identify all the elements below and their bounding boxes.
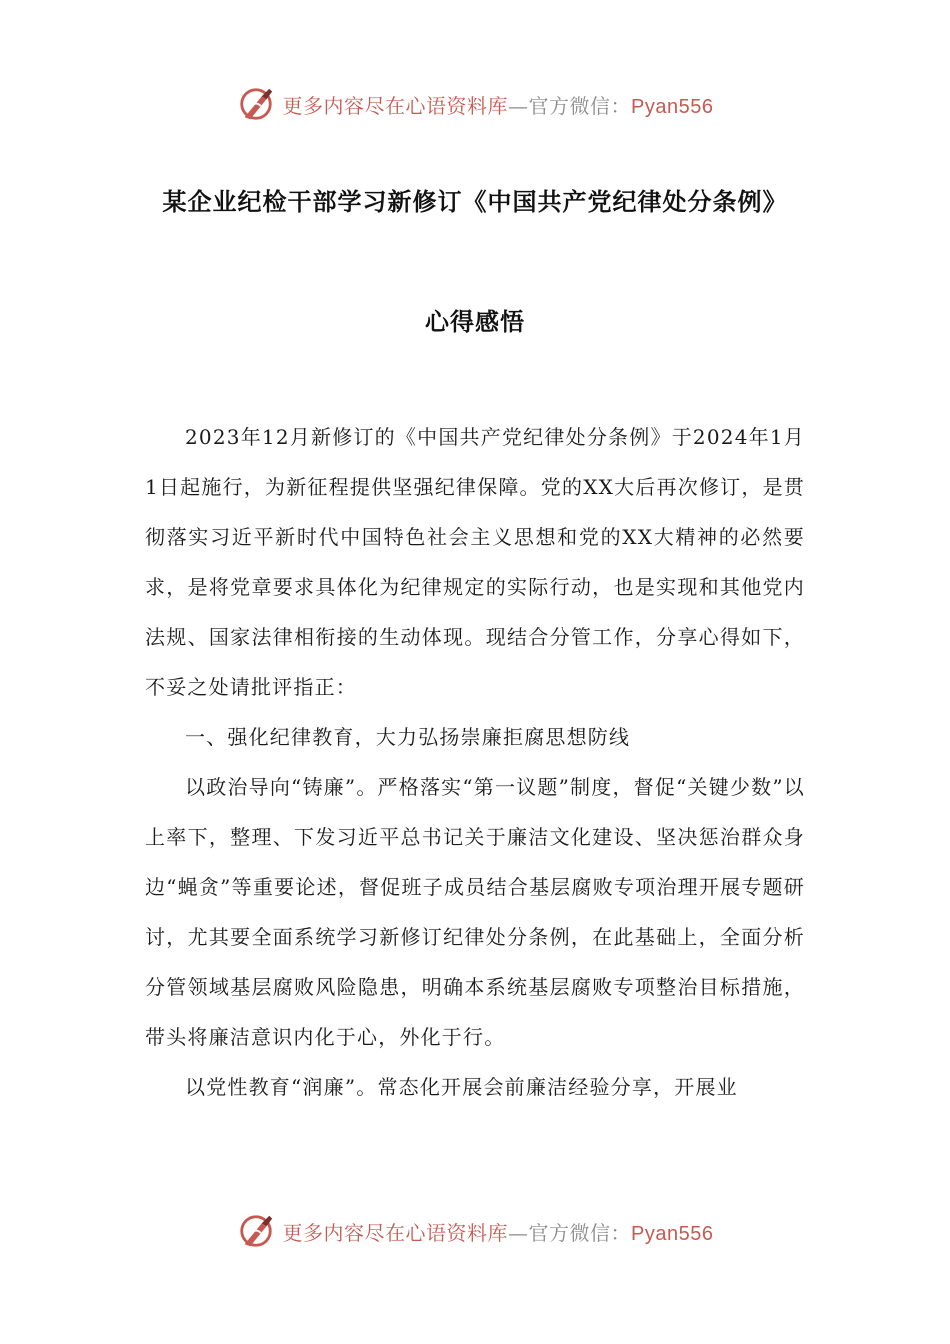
header-site-text: 更多内容尽在心语资料库 (282, 93, 509, 118)
header-banner-text (283, 90, 714, 119)
document-subtitle: 心得感悟 (425, 308, 525, 336)
pen-logo-icon (237, 85, 275, 123)
body-paragraph-party-education: 以党性教育“润廉”。常态化开展会前廉洁经验分享，开展业 (185, 1075, 738, 1099)
footer-banner-text (283, 1217, 714, 1246)
body-paragraph-intro: 2023年12月新修订的《中国共产党纪律处分条例》于2024年1月1日起施行，为新征程提供坚强纪律保障。党的XX大后再次修订，是贯彻落实习近平新时代中国特色社会主义思想和党的XX大精神的必然要求，是将党章要求具体化为纪律规定的实际行动，也是实现和其他党内法规、国家法律相衔接的生动体现。现结合分管工作，分享心得如下，不妥之处请批评指正： (145, 425, 805, 699)
body-paragraph-political: 以政治导向“铸廉”。严格落实“第一议题”制度，督促“关键少数”以上率下，整理、下发习近平总书记关于廉洁文化建设、坚决惩治群众身边“蝇贪”等重要论述，督促班子成员结合基层腐败专项治理开展专题研讨，尤其要全面系统学习新修订纪律处分条例，在此基础上，全面分析分管领域基层腐败风险隐患，明确本系统基层腐败专项整治目标措施，带头将廉洁意识内化于心，外化于行。 (145, 775, 805, 1049)
header-banner (0, 82, 950, 126)
header-wechat-handle: Pyan556 (631, 95, 714, 118)
footer-wechat-handle: Pyan556 (631, 1222, 714, 1245)
footer-site-text: 更多内容尽在心语资料库 (282, 1220, 509, 1245)
footer-banner (0, 1209, 950, 1253)
pen-logo-icon (237, 1212, 275, 1250)
document-title: 某企业纪检干部学习新修订《中国共产党纪律处分条例》 (162, 188, 788, 216)
header-contact-label: —官方微信： (508, 93, 632, 118)
footer-contact-label: —官方微信： (508, 1220, 632, 1245)
document-body (145, 412, 805, 1112)
section-heading-1: 一、强化纪律教育，大力弘扬崇廉拒腐思想防线 (185, 725, 631, 749)
